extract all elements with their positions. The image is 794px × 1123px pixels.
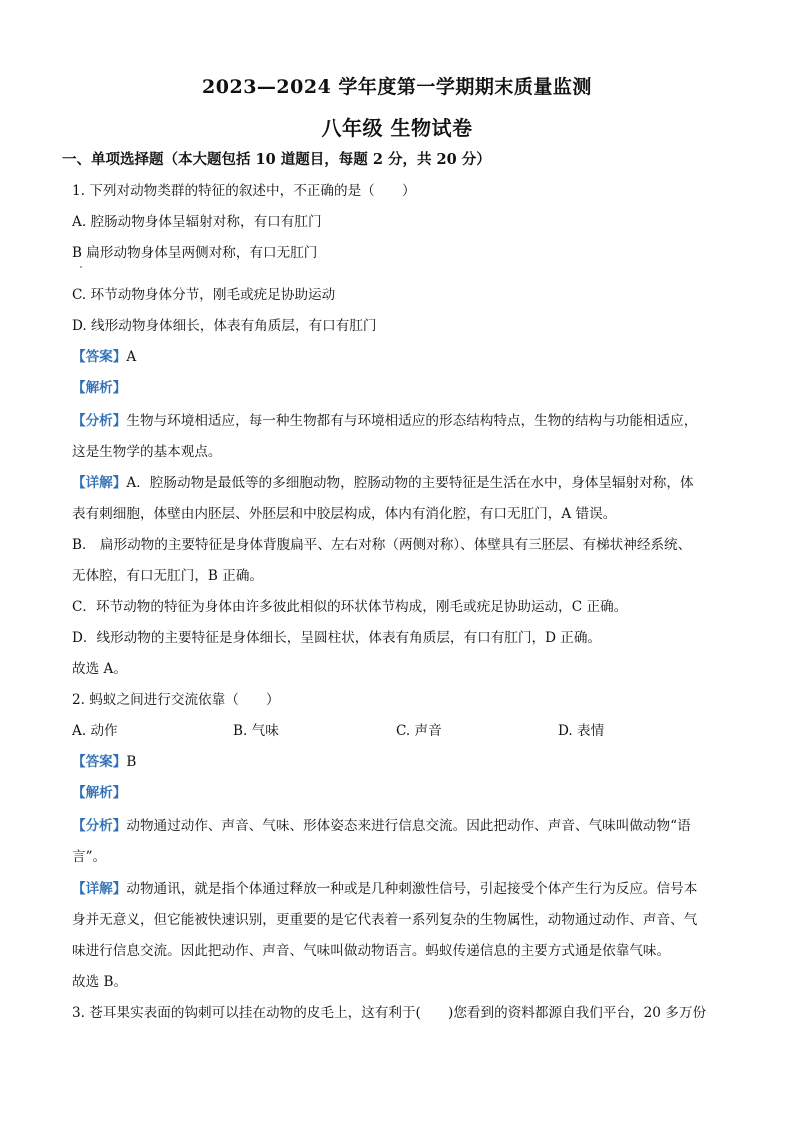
q1-analysis-tag: 【解析】: [72, 380, 127, 396]
q2-fenxi-line2: 言”。: [72, 849, 107, 865]
section-heading: 一、单项选择题（本大题包括 10 道题目，每题 2 分，共 20 分）: [62, 151, 491, 168]
q2-xiangjie-line1: 【详解】动物通讯，就是指个体通过释放一种或是几种刺激性信号，引起接受个体产生行为反应。信号本: [72, 881, 698, 897]
q2-conclusion: 故选 B。: [72, 974, 128, 990]
q1-answer-line: [72, 348, 136, 366]
q1-answer: A: [126, 349, 137, 365]
stray-dot: [80, 266, 82, 268]
q1-detail-d: D．线形动物的主要特征是身体细长，呈圆柱状，体表有角质层，有口有肛门，D 正确。: [72, 630, 602, 646]
q1-xiangjie-line2: 表有刺细胞，体壁由内胚层、外胚层和中胶层构成，体内有消化腔，有口无肛门，A 错误。: [72, 506, 617, 522]
q2-xiangjie-line2: 身并无意义，但它能被快速识别，更重要的是它代表着一系列复杂的生物属性，动物通过动作、声音、气: [72, 912, 698, 928]
q1-option-a: A. 腔肠动物身体呈辐射对称，有口有肛门: [72, 214, 322, 230]
q3-stem: 3. 苍耳果实表面的钩刺可以挂在动物的皮毛上，这有利于( )您看到的资料都源自我们平台，20 多万份: [72, 1005, 707, 1021]
q2-xiangjie-line3: 味进行信息交流。因此把动作、声音、气味叫做动物语言。蚂蚁传递信息的主要方式通是依靠气味。: [72, 943, 671, 959]
q1-detail-b1: B． 扁形动物的主要特征是身体背腹扁平、左右对称（两侧对称）、体壁具有三胚层、有梯状神经系统、: [72, 537, 692, 553]
q2-option-a: A. 动作: [72, 723, 118, 739]
q2-analysis-tag: 【解析】: [72, 785, 127, 801]
q1-conclusion: 故选 A。: [72, 661, 127, 677]
q2-fenxi-line1: 【分析】动物通过动作、声音、气味、形体姿态来进行信息交流。因此把动作、声音、气味叫做动物“语: [72, 818, 691, 834]
q1-fenxi-line1: 【分析】生物与环境相适应，每一种生物都有与环境相适应的形态结构特点，生物的结构与功能相适应，: [72, 413, 698, 429]
answer-tag: 【答案】: [72, 349, 127, 365]
q2-answer: B: [126, 754, 137, 770]
q2-stem: 2. 蚂蚁之间进行交流依靠（ ）: [72, 692, 280, 708]
q1-stem: 1. 下列对动物类群的特征的叙述中，不正确的是（ ）: [72, 183, 416, 199]
q1-option-b: B 扁形动物身体呈两侧对称，有口无肛门: [72, 245, 318, 261]
q1-detail-c: C．环节动物的特征为身体由许多彼此相似的环状体节构成，刚毛或疣足协助运动，C 正确。: [72, 599, 628, 615]
q1-option-d: D. 线形动物身体细长，体表有角质层，有口有肛门: [72, 318, 377, 334]
q2-answer-line: 【答案】B: [72, 754, 137, 770]
exam-title: 2023—2024 学年度第一学期期末质量监测: [202, 76, 592, 98]
q2-option-c: C. 声音: [396, 723, 442, 739]
q2-option-d: D. 表情: [558, 723, 605, 739]
q1-detail-b2: 无体腔，有口无肛门，B 正确。: [72, 568, 264, 584]
q2-option-b: B. 气味: [233, 723, 279, 739]
q1-option-c: C. 环节动物身体分节，刚毛或疣足协助运动: [72, 287, 336, 303]
q1-fenxi-line2: 这是生物学的基本观点。: [72, 444, 222, 460]
exam-subtitle: 八年级 生物试卷: [321, 116, 473, 140]
q1-xiangjie-line1: 【详解】A．腔肠动物是最低等的多细胞动物，腔肠动物的主要特征是生活在水中，身体呈辐射对称，体: [72, 475, 694, 491]
